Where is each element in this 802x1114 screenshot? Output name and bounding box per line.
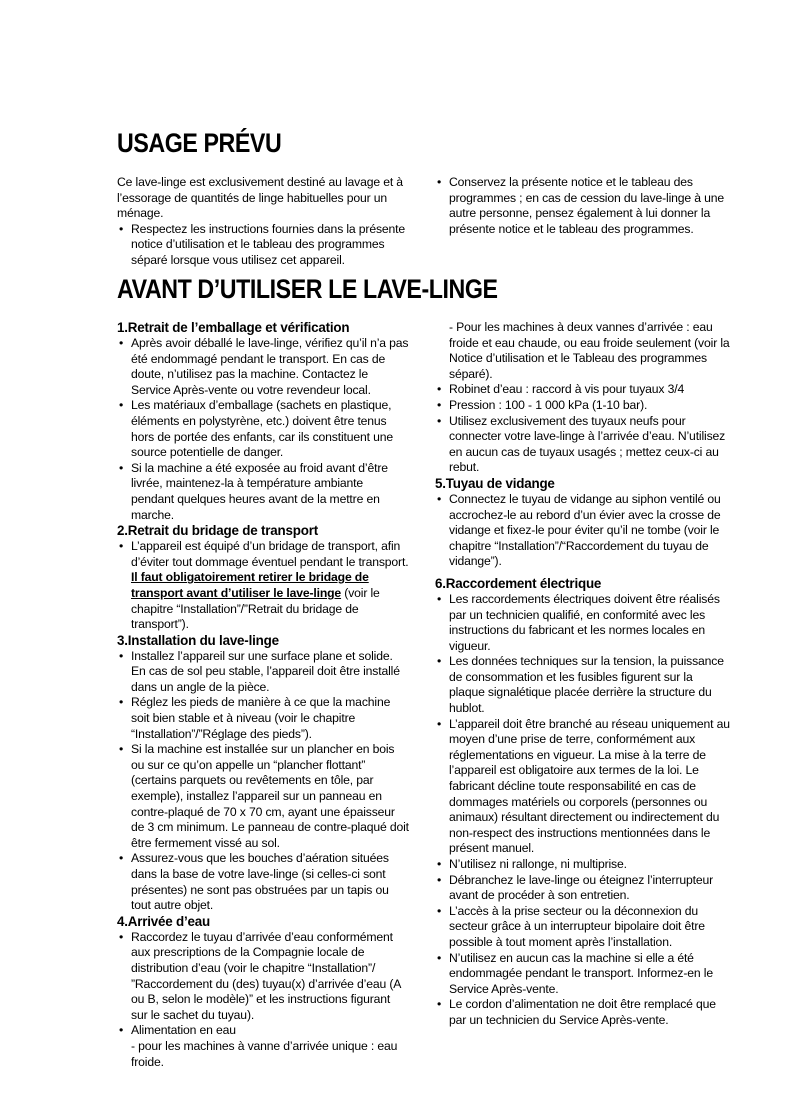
s6-bullet-2: • Les données techniques sur la tension, la puissance de consommation et les fusibles figurent sur la plaque signalétique placée derrière la structure du hublot.: [435, 654, 731, 716]
heading-avant-utiliser: AVANT D’UTILISER LE LAVE-LINGE: [117, 274, 498, 304]
s3-bullet-1: • Installez l’appareil sur une surface plane et solide. En cas de sol peu stable, l’appareil doit être installé dans un angle de la pièce.: [117, 649, 409, 696]
s4-bullet-2: [117, 1023, 409, 1070]
s2-text-start: L’appareil est équipé d’un bridage de transport, afin d’éviter tout dommage éventuel pendant le transport.: [131, 539, 409, 569]
s6-bullet-6: • L’accès à la prise secteur ou la déconnexion du secteur grâce à un interrupteur bipolaire doit être possible à tout moment après l’installation.: [435, 904, 731, 951]
s6-bullet-7: • N’utilisez en aucun cas la machine si elle a été endommagée pendant le transport. Informez-en le Service Après-vente.: [435, 951, 731, 998]
right-column: [435, 320, 731, 1029]
s1-bullet-2: • Les matériaux d’emballage (sachets en plastique, éléments en polystyrène, etc.) doivent être tenus hors de portée des enfants, car ils constituent une source potentielle de danger.: [117, 398, 409, 460]
s6-bullet-5: • Débranchez le lave-linge ou éteignez l’interrupteur avant de procéder à son entretien.: [435, 873, 731, 904]
section-4-title: 4.Arrivée d’eau: [117, 913, 211, 929]
s4-water-supply-label: • Alimentation en eau: [131, 1023, 236, 1038]
heading-usage-prevu: USAGE PRÉVU: [117, 128, 282, 158]
s2-text-end: (voir le chapitre “Installation”/”Retrait du bridage de transport”).: [131, 585, 380, 632]
left-column: [117, 320, 409, 1070]
s3-bullet-4: • Assurez-vous que les bouches d’aération situées dans la base de votre lave-linge (si celles-ci sont présentes) ne sont pas obstruées par un tapis ou tout autre objet.: [117, 851, 409, 913]
section-5-title: 5.Tuyau de vidange: [435, 475, 555, 491]
usage-intro: Ce lave-linge est exclusivement destiné au lavage et à l’essorage de quantités de linge habituelles pour un ménage.: [117, 175, 403, 221]
s3-bullet-2: • Réglez les pieds de manière à ce que la machine soit bien stable et à niveau (voir le chapitre “Installation”/”Réglage des pieds”).: [117, 695, 409, 742]
s5-bullet-1: • Connectez le tuyau de vidange au siphon ventilé ou accrochez-le au rebord d’un évier avec la crosse de vidange et fixez-le pour éviter qu’il ne tombe (voir le chapitre “Installation”/“Raccordement du tuyau de vidange”).: [435, 492, 731, 570]
s2-bullet-1: [117, 539, 409, 633]
section-3-title: 3.Installation du lave-linge: [117, 632, 279, 648]
s6-bullet-8: • Le cordon d’alimentation ne doit être remplacé que par un technicien du Service Après-vente.: [435, 997, 731, 1028]
s4-bullet-1: • Raccordez le tuyau d’arrivée d’eau conformément aux prescriptions de la Compagnie locale de distribution d’eau (voir le chapitre “Installation”/ ”Raccordement du (des) tuyau(x) d’arrivée d’eau (A ou B, selon le modèle)” et les instructions figurant sur le sachet du tuyau).: [117, 930, 409, 1024]
section-2-title: 2.Retrait du bridage de transport: [117, 523, 318, 539]
s6-bullet-1: • Les raccordements électriques doivent être réalisés par un technicien qualifié, en conformité avec les instructions du fabricant et les normes locales en vigueur.: [435, 592, 731, 654]
s2-warning-emphasis: Il faut obligatoirement retirer le bridage de transport avant d’utiliser le lave-linge: [131, 570, 369, 600]
usage-bullet-instructions: • Respectez les instructions fournies dans la présente notice d’utilisation et le tableau des programmes séparé lorsque vous utilisez cet appareil.: [117, 222, 409, 269]
usage-column-left: [117, 175, 409, 269]
s6-bullet-3: • L’appareil doit être branché au réseau uniquement au moyen d’une prise de terre, conformément aux réglementations en vigueur. La mise à la terre de l’appareil est obligatoire aux termes de la loi. Le fabricant décline toute responsabilité en cas de dommages matériels ou corporels (personnes ou animaux) résultant directement ou indirectement du non-respect des instructions mentionnées dans le présent manuel.: [435, 717, 731, 857]
s1-bullet-1: • Après avoir déballé le lave-linge, vérifiez qu’il n’a pas été endommagé pendant le transport. En cas de doute, n’utilisez pas la machine. Contactez le Service Après-vente ou votre revendeur local.: [117, 336, 409, 398]
s4-bullet-4: • Pression : 100 - 1 000 kPa (1-10 bar).: [435, 398, 731, 414]
s4-water-single-valve: - pour les machines à vanne d’arrivée unique : eau froide.: [131, 1038, 398, 1069]
usage-bullet-conservez: • Conservez la présente notice et le tableau des programmes ; en cas de cession du lave-linge à une autre personne, pensez également à lui donner la présente notice et le tableau des programmes.: [435, 175, 731, 237]
s4-water-dual-valve: - Pour les machines à deux vannes d’arrivée : eau froide et eau chaude, ou eau froide seulement (voir la Notice d’utilisation et le Tableau des programmes séparé).: [449, 320, 730, 381]
s4-bullet-5: • Utilisez exclusivement des tuyaux neufs pour connecter votre lave-linge à l’arrivée d’eau. N’utilisez en aucun cas de tuyaux usagés ; mettez ceux-ci au rebut.: [435, 414, 731, 476]
usage-column-right: [435, 175, 731, 237]
section-1-title: 1.Retrait de l’emballage et vérification: [117, 320, 350, 335]
s6-bullet-4: • N’utilisez ni rallonge, ni multiprise.: [435, 857, 731, 873]
s1-bullet-3: • Si la machine a été exposée au froid avant d’être livrée, maintenez-la à température ambiante pendant quelques heures avant de la mettre en marche.: [117, 461, 409, 523]
s3-bullet-3: • Si la machine est installée sur un plancher en bois ou sur ce qu’on appelle un “plancher flottant” (certains parquets ou revêtements en tôle, par exemple), installez l’appareil sur un panneau en contre-plaqué de 70 x 70 cm, ayant une épaisseur de 3 cm minimum. Le panneau de contre-plaqué doit être fermement vissé au sol.: [117, 742, 409, 851]
s4-bullet-3: • Robinet d’eau : raccord à vis pour tuyaux 3/4: [435, 382, 731, 398]
section-6-title: 6.Raccordement électrique: [435, 575, 602, 591]
